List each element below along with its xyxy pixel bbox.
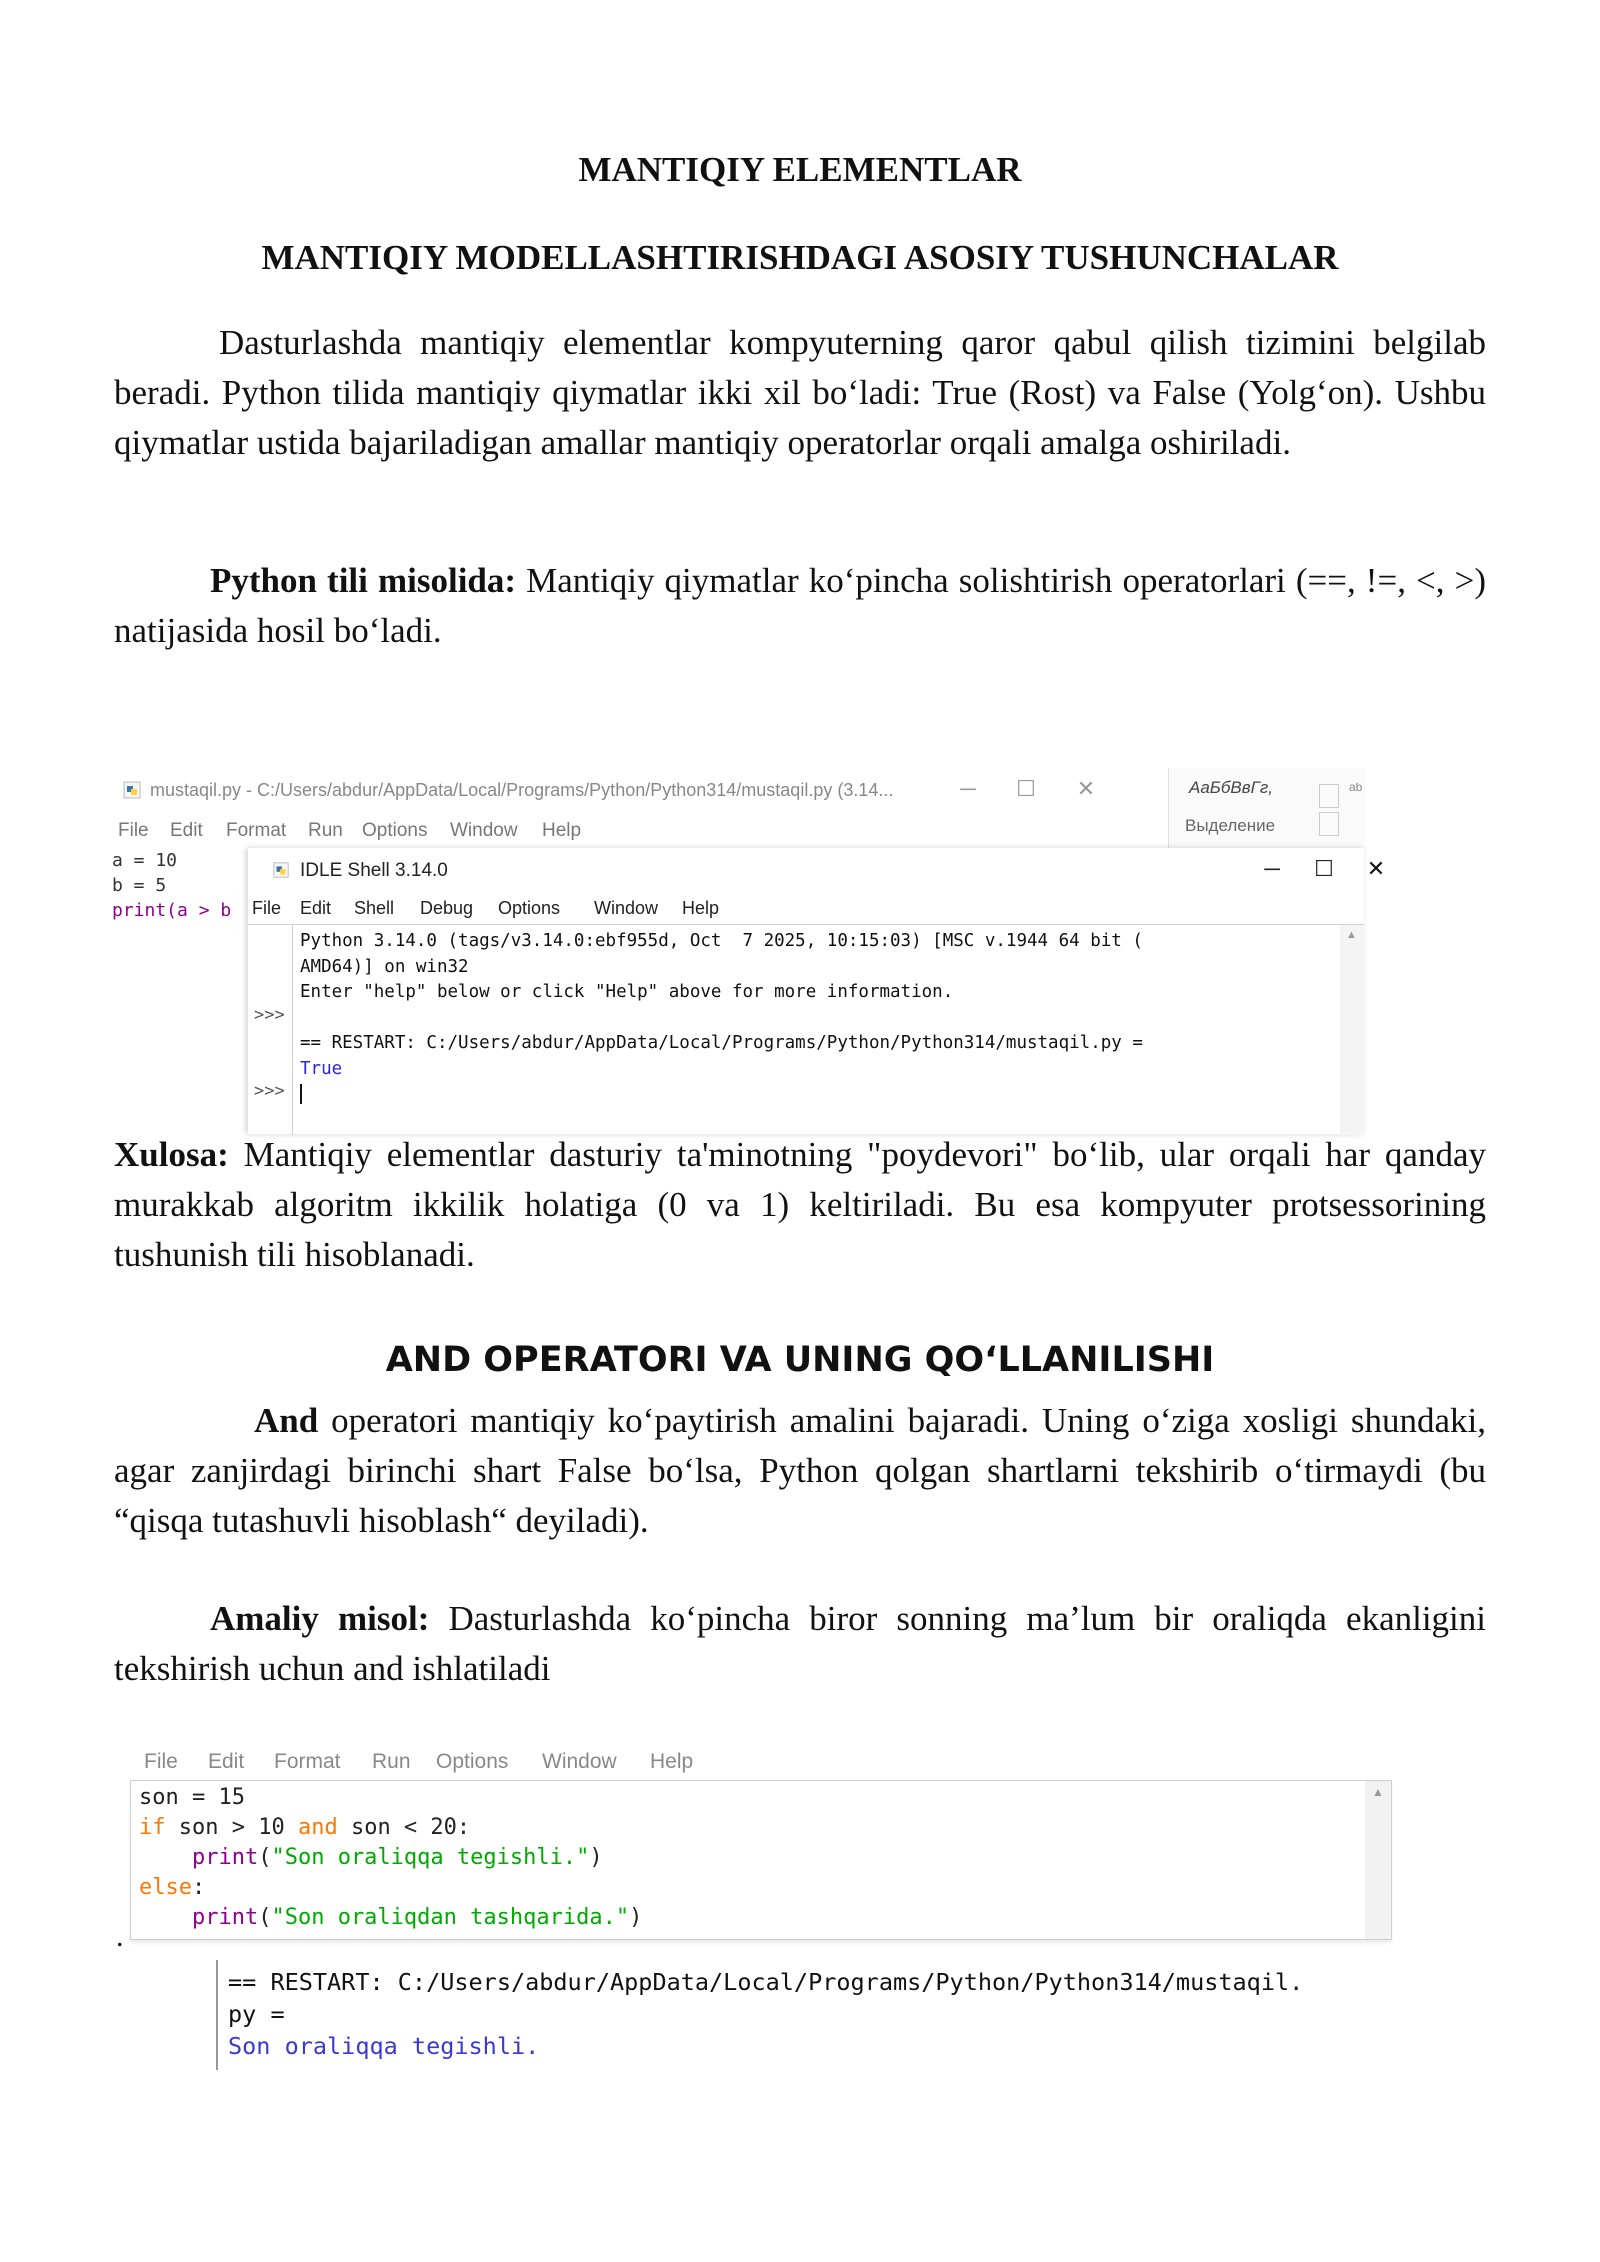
section-heading-and: AND OPERATORI VA UNING QO‘LLANILISHI bbox=[385, 1340, 1215, 1380]
menu-run[interactable]: Run bbox=[308, 820, 343, 841]
editor-title: mustaqil.py - C:/Users/abdur/AppData/Local/Programs/Python/Python314/mustaqil.py (3.14... bbox=[150, 780, 894, 800]
menu-debug[interactable]: Debug bbox=[420, 898, 474, 918]
practical-text: Dasturlashda ko‘pincha biror sonning ma’lum bir oraliqda ekanligini tekshirish uchun and ishlatiladi bbox=[114, 1599, 1487, 1688]
shell-titlebar bbox=[248, 848, 1386, 892]
code-text: ) bbox=[629, 1905, 643, 1930]
styles-scroll-icon[interactable] bbox=[1319, 784, 1339, 808]
editor-code[interactable] bbox=[112, 848, 231, 923]
program-output: Son oraliqqa tegishli. bbox=[228, 2032, 540, 2060]
restart-line: == RESTART: C:/Users/abdur/AppData/Local/Programs/Python/Python314/mustaqil. bbox=[228, 1968, 1304, 1996]
menu-help[interactable]: Help bbox=[542, 820, 582, 841]
shell-title: IDLE Shell 3.14.0 bbox=[300, 860, 448, 881]
menu-window[interactable]: Window bbox=[542, 1750, 617, 1773]
intro-paragraph: Dasturlashda mantiqiy elementlar kompyuterning qaror qabul qilish tizimini belgilab beradi. Python tilida mantiqiy qiymatlar ikki xil bo‘ladi: True (Rost) va False (Yolg‘on). Ushbu qiymatlar ustida bajariladigan amallar mantiqiy operatorlar orqali amalga oshiriladi. bbox=[114, 323, 1486, 462]
shell-output bbox=[228, 1966, 1303, 2062]
menu-options[interactable]: Options bbox=[436, 1750, 509, 1773]
menu-shell[interactable]: Shell bbox=[354, 898, 395, 918]
python-example-paragraph bbox=[114, 556, 1486, 656]
menu-help[interactable]: Help bbox=[682, 898, 720, 918]
python-example-lead: Python tili misolida: bbox=[210, 561, 517, 600]
conclusion-text: Mantiqiy elementlar dasturiy ta'minotning "poydevori" bo‘lib, ular orqali har qanday murakkab algoritm ikkilik holatiga (0 va 1) keltiriladi. Bu esa kompyuter protsessorining tushunish tili hisoblanadi. bbox=[114, 1135, 1486, 1274]
keyword-if: if bbox=[139, 1815, 166, 1840]
maximize-icon[interactable]: ☐ bbox=[1016, 776, 1036, 801]
select-button[interactable]: Выделение bbox=[1185, 816, 1276, 835]
shell-text bbox=[300, 929, 1143, 1108]
idle-screenshot-2 bbox=[130, 1740, 1390, 1950]
editor-code[interactable] bbox=[130, 1780, 1392, 1940]
menu-run[interactable]: Run bbox=[372, 1750, 411, 1773]
menu-options[interactable]: Options bbox=[498, 898, 561, 918]
restart-line-cont: py = bbox=[228, 2000, 285, 2028]
code-line-1: son = 15 bbox=[139, 1785, 245, 1810]
styles-more-icon[interactable] bbox=[1319, 812, 1339, 836]
menu-help[interactable]: Help bbox=[650, 1750, 694, 1773]
string-literal: "Son oraliqdan tashqarida." bbox=[271, 1905, 630, 1930]
and-text: operatori mantiqiy ko‘paytirish amalini bajaradi. Uning o‘ziga xosligi shundaki, agar zanjirdagi birinchi shart False bo‘lsa, Python qolgan shartlarni tekshirib o‘tirmaydi (bu “qisqa tutashuvli hisoblash“ deyiladi). bbox=[114, 1401, 1486, 1540]
menu-window[interactable]: Window bbox=[594, 898, 659, 918]
shell-line: == RESTART: C:/Users/abdur/AppData/Local/Programs/Python/Python314/mustaqil.py = bbox=[300, 1033, 1143, 1053]
code-line: b = 5 bbox=[112, 875, 167, 896]
close-icon[interactable]: ✕ bbox=[1366, 856, 1386, 881]
shell-output[interactable] bbox=[248, 924, 1364, 1135]
code-text: ) bbox=[589, 1845, 603, 1870]
close-icon[interactable]: ✕ bbox=[1076, 776, 1096, 801]
idle-screenshot-1 bbox=[108, 768, 1386, 1134]
text-cursor bbox=[300, 1084, 302, 1104]
menu-edit[interactable]: Edit bbox=[170, 820, 203, 841]
code-line: print(a > b bbox=[112, 900, 232, 921]
idle-screenshot-3 bbox=[216, 1960, 1518, 2070]
prompt-gutter bbox=[248, 925, 293, 1135]
bullet-dot: . bbox=[116, 1920, 124, 1953]
menu-window[interactable]: Window bbox=[450, 820, 518, 841]
keyword-else: else bbox=[139, 1875, 192, 1900]
python-file-icon bbox=[122, 780, 142, 800]
editor-titlebar bbox=[108, 768, 1168, 810]
code-text: ( bbox=[258, 1905, 272, 1930]
minimize-icon[interactable]: ─ bbox=[960, 776, 976, 801]
menu-file[interactable]: File bbox=[118, 820, 149, 841]
ab-icon[interactable]: ab bbox=[1349, 780, 1363, 794]
editor-menubar bbox=[130, 1740, 1390, 1780]
code-text: ( bbox=[258, 1845, 272, 1870]
and-lead: And bbox=[254, 1401, 319, 1440]
code-text: : bbox=[191, 1875, 206, 1900]
prompt: >>> bbox=[254, 1081, 285, 1101]
section-heading-concepts: MANTIQIY MODELLASHTIRISHDAGI ASOSIY TUSHUNCHALAR bbox=[261, 238, 1339, 277]
idle-shell-window bbox=[248, 848, 1386, 1134]
menu-edit[interactable]: Edit bbox=[300, 898, 332, 918]
shell-output-true: True bbox=[300, 1058, 343, 1079]
scroll-up-icon[interactable]: ▲ bbox=[1346, 929, 1357, 941]
builtin-print: print bbox=[191, 1905, 259, 1930]
conclusion-lead: Xulosa: bbox=[114, 1135, 229, 1174]
maximize-icon[interactable]: ☐ bbox=[1314, 856, 1334, 881]
shell-line: Enter "help" below or click "Help" above for more information. bbox=[300, 982, 954, 1002]
shell-input-line[interactable] bbox=[300, 1082, 1143, 1108]
scroll-up-icon[interactable]: ▲ bbox=[1372, 1785, 1384, 1799]
shell-line bbox=[300, 1006, 1143, 1032]
shell-line: AMD64)] on win32 bbox=[300, 956, 469, 977]
style-sample[interactable]: АаБбВвГг, bbox=[1189, 778, 1273, 797]
python-example-text: Mantiqiy qiymatlar ko‘pincha solishtirish operatorlari (==, !=, <, >) natijasida hosil bo‘ladi. bbox=[114, 561, 1487, 650]
code-block bbox=[139, 1783, 642, 1933]
menu-format[interactable]: Format bbox=[226, 820, 287, 841]
code-text: son > 10 bbox=[165, 1815, 298, 1840]
practical-lead: Amaliy misol: bbox=[210, 1599, 430, 1638]
menu-options[interactable]: Options bbox=[362, 820, 428, 841]
menu-edit[interactable]: Edit bbox=[208, 1750, 245, 1773]
keyword-and: and bbox=[297, 1815, 338, 1840]
page-title: MANTIQIY ELEMENTLAR bbox=[578, 150, 1022, 189]
string-literal: "Son oraliqqa tegishli." bbox=[271, 1845, 590, 1870]
code-text: son < 20: bbox=[337, 1815, 471, 1840]
word-styles-panel bbox=[1168, 768, 1365, 848]
menu-format[interactable]: Format bbox=[274, 1750, 341, 1773]
minimize-icon[interactable]: ─ bbox=[1264, 856, 1280, 881]
builtin-print: print bbox=[191, 1845, 259, 1870]
scrollbar[interactable] bbox=[1365, 1781, 1391, 1939]
menu-file[interactable]: File bbox=[144, 1750, 178, 1773]
practical-example-paragraph bbox=[114, 1594, 1486, 1694]
code-line: a = 10 bbox=[112, 850, 178, 871]
and-paragraph bbox=[114, 1396, 1486, 1546]
python-shell-icon bbox=[272, 861, 290, 879]
shell-menubar bbox=[248, 892, 1364, 922]
scrollbar[interactable] bbox=[1340, 925, 1364, 1135]
prompt: >>> bbox=[254, 1005, 285, 1025]
conclusion-paragraph bbox=[114, 1130, 1486, 1280]
editor-menubar bbox=[108, 810, 1168, 846]
menu-file[interactable]: File bbox=[252, 898, 282, 918]
shell-line: Python 3.14.0 (tags/v3.14.0:ebf955d, Oct 7 2025, 10:15:03) [MSC v.1944 64 bit ( bbox=[300, 931, 1143, 951]
